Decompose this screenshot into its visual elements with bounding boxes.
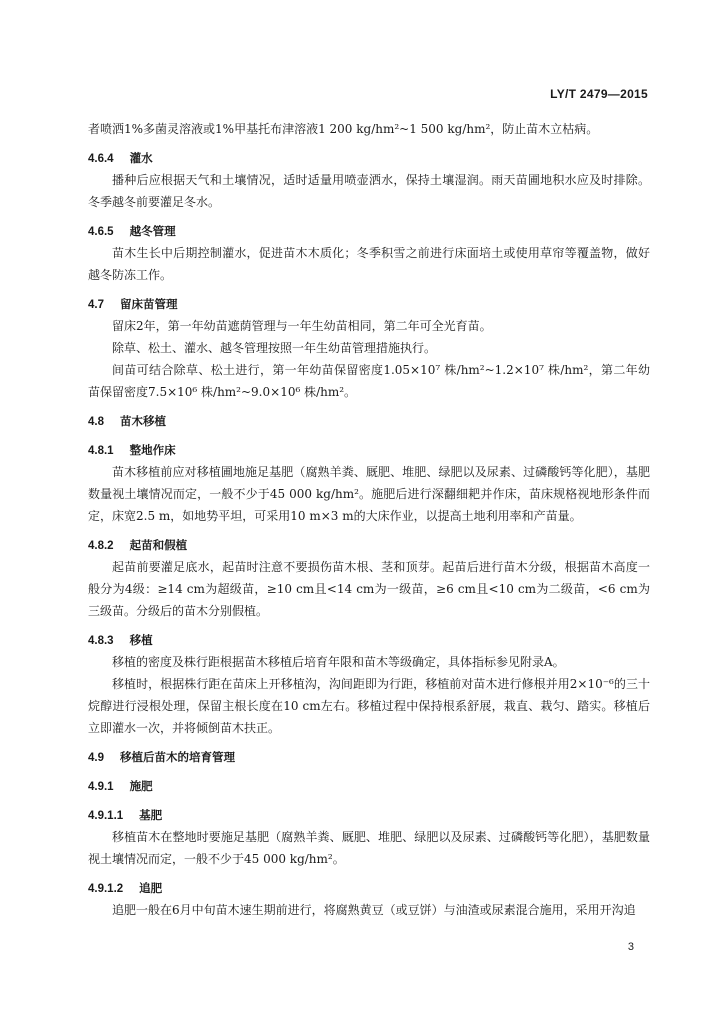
- document-body: [88, 118, 650, 921]
- heading-4-9: 4.9 移植后苗木的培育管理: [88, 750, 235, 764]
- paragraph-6: 留床2年，第一年幼苗遮荫管理与一年生幼苗相同，第二年可全光育苗。: [112, 319, 492, 333]
- paragraph-11: 苗木移植前应对移植圃地施足基肥（腐熟羊粪、厩肥、堆肥、绿肥以及尿素、过磷酸钙等化肥），基肥数量视土壤情况而定，一般不少于45 000 kg/hm²。施肥后进行深翻细耙并作床，苗床规格视地形条件而定，床宽2.5 m，如地势平坦，可采用10 m×3 m的大床作业，以提高土地利用率和产苗量。: [88, 465, 650, 523]
- paragraph-13: 起苗前要灌足底水，起苗时注意不要损伤苗木根、茎和顶芽。起苗后进行苗木分级，根据苗木高度一般分为4级：≥14 cm为超级苗，≥10 cm且<14 cm为一级苗，≥6 cm且<10 cm为二级苗，<6 cm为三级苗。分级后的苗木分别假植。: [88, 560, 650, 618]
- paragraph-0: 者喷洒1%多菌灵溶液或1%甲基托布津溶液1 200 kg/hm²~1 500 kg/hm²，防止苗木立枯病。: [88, 122, 599, 136]
- paragraph-15: 移植的密度及株行距根据苗木移植后培育年限和苗木等级确定，具体指标参见附录A。: [112, 655, 565, 669]
- paragraph-2: 播种后应根据天气和土壤情况，适时适量用喷壶洒水，保持土壤湿润。雨天苗圃地积水应及时排除。冬季越冬前要灌足冬水。: [88, 173, 650, 209]
- heading-4-9-1-2: 4.9.1.2 追肥: [88, 881, 163, 895]
- paragraph-7: 除草、松土、灌水、越冬管理按照一年生幼苗管理措施执行。: [112, 341, 437, 355]
- heading-4-6-4: 4.6.4 灌水: [88, 151, 153, 165]
- heading-4-9-1-1: 4.9.1.1 基肥: [88, 808, 163, 822]
- page-number: 3: [627, 941, 634, 953]
- heading-4-9-1: 4.9.1 施肥: [88, 779, 153, 793]
- heading-4-8-3: 4.8.3 移植: [88, 633, 153, 647]
- heading-4-7: 4.7 留床苗管理: [88, 297, 178, 311]
- paragraph-16: 移植时，根据株行距在苗床上开移植沟，沟间距即为行距，移植前对苗木进行修根并用2×10⁻⁶的三十烷醇进行浸根处理，保留主根长度在10 cm左右。移植过程中保持根系舒展，栽直、栽匀、踏实。移植后立即灌水一次，并将倾倒苗木扶正。: [88, 677, 650, 735]
- heading-4-8-1: 4.8.1 整地作床: [88, 443, 176, 457]
- paragraph-4: 苗木生长中后期控制灌水，促进苗木木质化；冬季积雪之前进行床面培土或使用草帘等覆盖物，做好越冬防冻工作。: [88, 246, 650, 282]
- paragraph-22: 追肥一般在6月中旬苗木速生期前进行，将腐熟黄豆（或豆饼）与油渣或尿素混合施用，采用开沟追: [112, 903, 636, 917]
- heading-4-6-5: 4.6.5 越冬管理: [88, 224, 176, 238]
- heading-4-8: 4.8 苗木移植: [88, 414, 166, 428]
- standard-code: LY/T 2479—2015: [550, 87, 648, 101]
- paragraph-20: 移植苗木在整地时要施足基肥（腐熟羊粪、厩肥、堆肥、绿肥以及尿素、过磷酸钙等化肥），基肥数量视土壤情况而定，一般不少于45 000 kg/hm²。: [88, 830, 650, 866]
- heading-4-8-2: 4.8.2 起苗和假植: [88, 538, 188, 552]
- paragraph-8: 间苗可结合除草、松土进行，第一年幼苗保留密度1.05×10⁷ 株/hm²~1.2×10⁷ 株/hm²，第二年幼苗保留密度7.5×10⁶ 株/hm²~9.0×10⁶ 株/hm²。: [88, 363, 650, 399]
